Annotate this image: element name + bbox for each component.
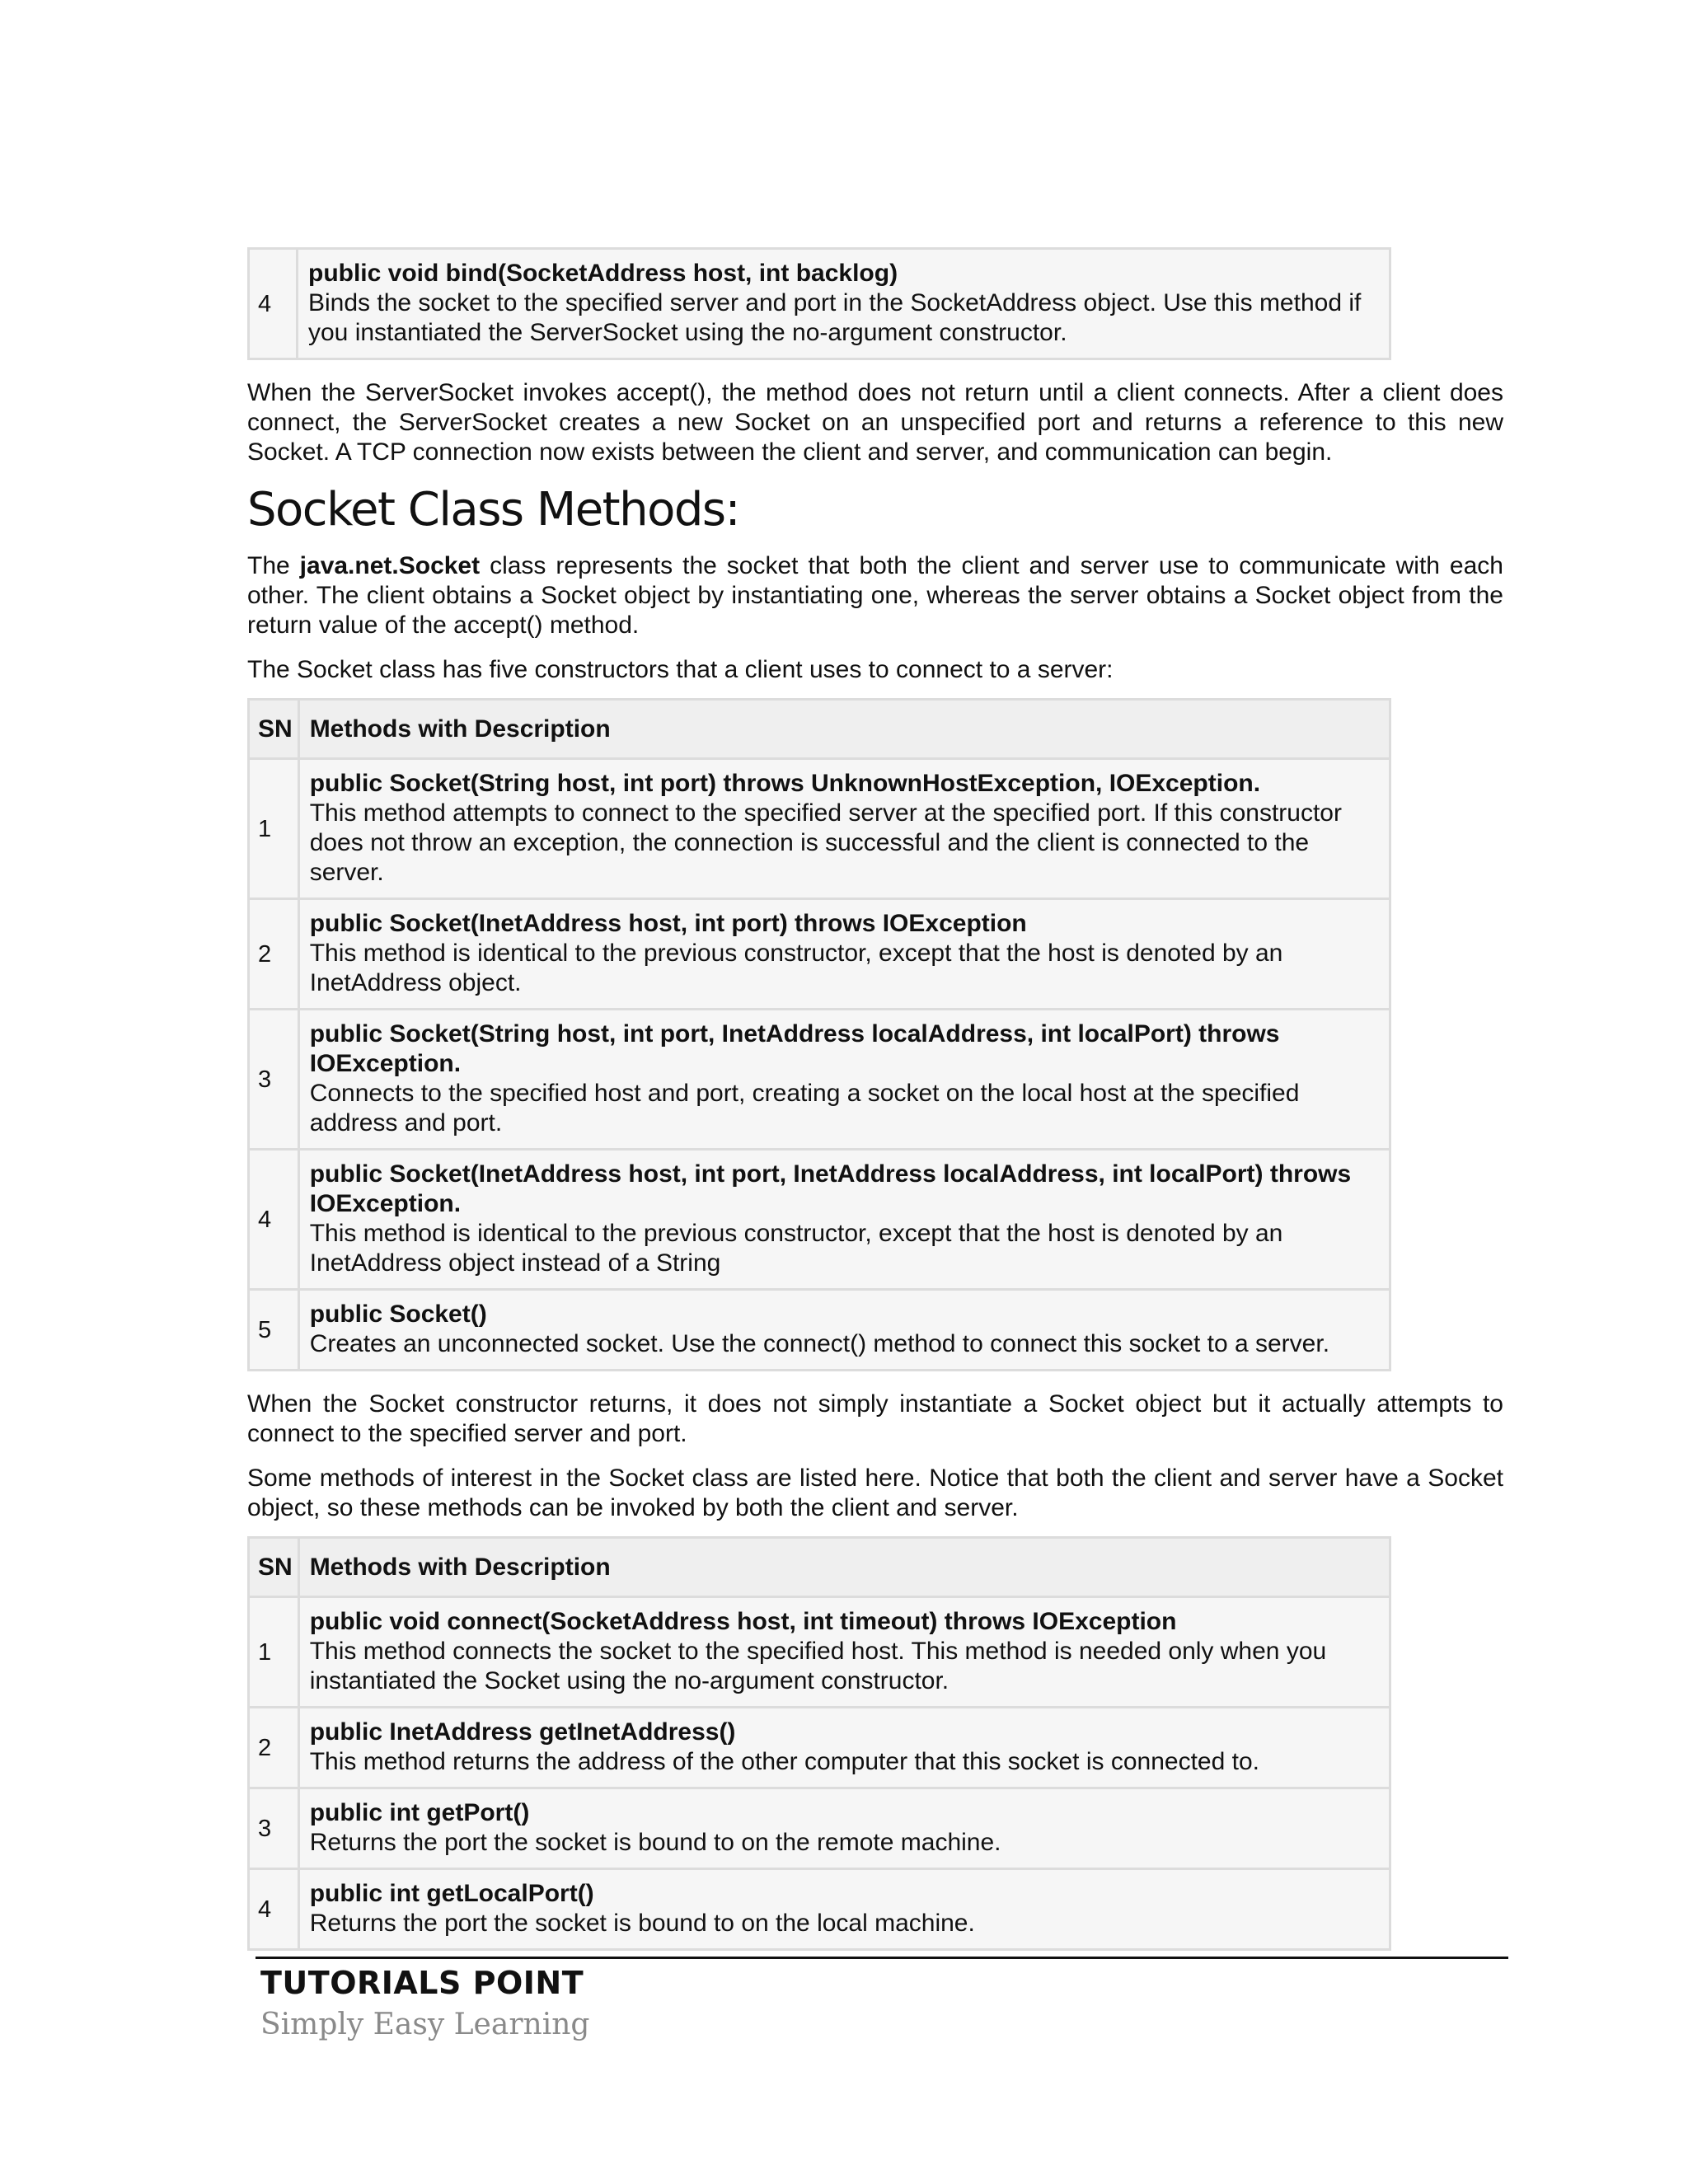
method-cell (298, 1788, 1390, 1869)
method-signature: public Socket(String host, int port, InetAddress localAddress, int localPort) throws IOException. (309, 1020, 1280, 1077)
row-number: 5 (249, 1290, 299, 1371)
footer-divider (256, 1957, 1508, 1959)
method-cell (298, 1290, 1390, 1371)
table-header-row (249, 1538, 1390, 1597)
row-number: 1 (249, 1597, 299, 1708)
sn-header: SN (249, 700, 299, 759)
method-cell (298, 1150, 1390, 1290)
table-header-row (249, 700, 1390, 759)
method-cell (298, 1010, 1390, 1150)
intro-paragraph (247, 551, 1503, 640)
class-name: java.net.Socket (299, 552, 481, 579)
footer-tagline: Simply Easy Learning (260, 2008, 590, 2041)
method-signature: public int getLocalPort() (309, 1880, 594, 1907)
row-number: 4 (249, 1150, 299, 1290)
table-row (249, 1150, 1390, 1290)
method-description: Creates an unconnected socket. Use the connect() method to connect this socket to a server. (309, 1330, 1330, 1357)
intro-text-pre: The (247, 552, 300, 579)
method-cell (298, 249, 1390, 359)
intro-text-post: class represents the socket that both the client and server use to communicate with each other. The client obtains a Socket object by instantiating one, whereas the server obtains a Socket object from the return value of the accept() method. (247, 552, 1503, 639)
row-number: 4 (249, 249, 298, 359)
constructors-intro: The Socket class has five constructors that a client uses to connect to a server: (247, 656, 1114, 683)
method-description: This method attempts to connect to the specified server at the specified port. If this constructor does not throw an exception, the connection is successful and the client is connected to the server. (309, 799, 1342, 886)
socket-methods-table (247, 1536, 1391, 1951)
method-description: This method returns the address of the other computer that this socket is connected to. (309, 1748, 1259, 1775)
table-row (249, 1788, 1390, 1869)
constructor-returns-paragraph: When the Socket constructor returns, it does not simply instantiate a Socket object but it actually attempts to connect to the specified server and port. (247, 1390, 1503, 1447)
sn-header: SN (249, 1538, 299, 1597)
row-number: 4 (249, 1869, 299, 1950)
description-header: Methods with Description (298, 700, 1390, 759)
method-signature: public void connect(SocketAddress host, int timeout) throws IOException (309, 1608, 1177, 1635)
table-row (249, 1290, 1390, 1371)
methods-intro-paragraph: Some methods of interest in the Socket class are listed here. Notice that both the client and server have a Socket object, so these methods can be invoked by both the client and server. (247, 1465, 1503, 1521)
bind-method-table (247, 247, 1391, 360)
method-description: Returns the port the socket is bound to on the remote machine. (309, 1829, 1001, 1856)
row-number: 1 (249, 759, 299, 899)
page-content (247, 247, 1503, 1951)
section-heading: Socket Class Methods: (247, 483, 739, 537)
row-number: 2 (249, 1708, 299, 1788)
table-row (249, 1597, 1390, 1708)
method-signature: public Socket(InetAddress host, int port, InetAddress localAddress, int localPort) throws IOException. (309, 1160, 1352, 1217)
accept-paragraph: When the ServerSocket invokes accept(), the method does not return until a client connects. After a client does connect, the ServerSocket creates a new Socket on an unspecified port and returns a reference to this new Socket. A TCP connection now exists between the client and server, and communication can begin. (247, 379, 1503, 466)
method-cell (298, 1869, 1390, 1950)
method-description: Connects to the specified host and port, creating a socket on the local host at the specified address and port. (309, 1080, 1300, 1137)
method-description: Binds the socket to the specified server and port in the SocketAddress object. Use this method if you instantiated the ServerSocket using the no-argument constructor. (308, 289, 1362, 346)
method-signature: public Socket(InetAddress host, int port) throws IOException (309, 910, 1027, 937)
table-row (249, 1869, 1390, 1950)
table-row (249, 759, 1390, 899)
row-number: 3 (249, 1010, 299, 1150)
row-number: 2 (249, 899, 299, 1010)
method-description: This method is identical to the previous constructor, except that the host is denoted by an InetAddress object. (309, 940, 1283, 996)
description-header: Methods with Description (298, 1538, 1390, 1597)
method-cell (298, 1708, 1390, 1788)
method-cell (298, 1597, 1390, 1708)
method-description: This method is identical to the previous constructor, except that the host is denoted by an InetAddress object instead of a String (309, 1220, 1283, 1277)
method-description: Returns the port the socket is bound to on the local machine. (309, 1910, 975, 1937)
method-signature: public Socket() (309, 1301, 487, 1328)
method-signature: public void bind(SocketAddress host, int backlog) (308, 260, 898, 287)
method-signature: public InetAddress getInetAddress() (309, 1718, 736, 1746)
row-number: 3 (249, 1788, 299, 1869)
table-row (249, 1010, 1390, 1150)
table-row (249, 899, 1390, 1010)
table-row (249, 1708, 1390, 1788)
footer-brand: TUTORIALS POINT (260, 1965, 584, 2001)
constructors-table (247, 698, 1391, 1371)
method-cell (298, 759, 1390, 899)
method-cell (298, 899, 1390, 1010)
method-description: This method connects the socket to the specified host. This method is needed only when you instantiated the Socket using the no-argument constructor. (309, 1638, 1327, 1694)
table-row (249, 249, 1390, 359)
method-signature: public int getPort() (309, 1799, 530, 1826)
method-signature: public Socket(String host, int port) throws UnknownHostException, IOException. (309, 770, 1261, 797)
